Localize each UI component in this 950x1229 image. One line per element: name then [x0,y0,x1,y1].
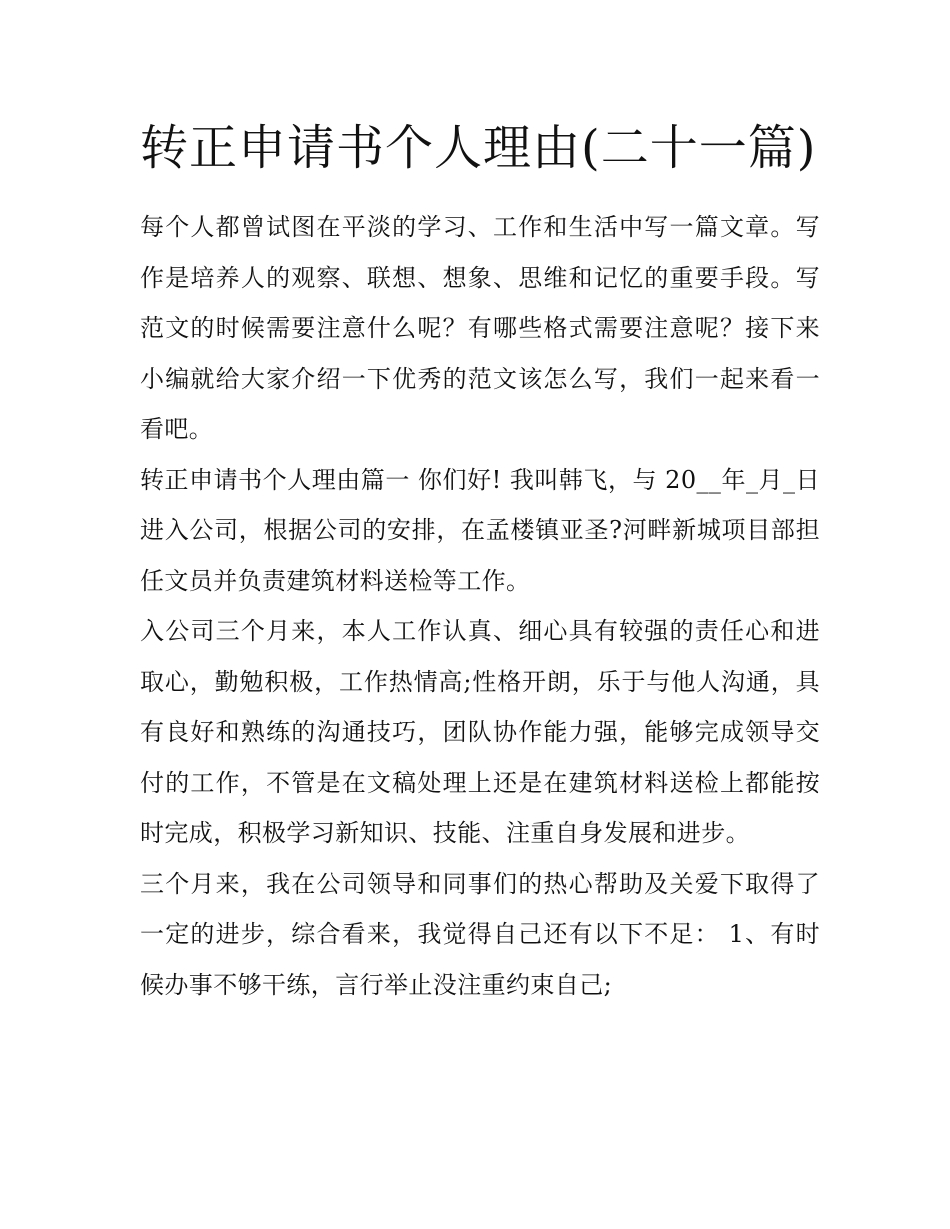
document-page [140,108,820,1010]
paragraph-intro: 每个人都曾试图在平淡的学习、工作和生活中写一篇文章。写作是培养人的观察、联想、想象、思维和记忆的重要手段。写范文的时候需要注意什么呢？有哪些格式需要注意呢？接下来小编就给大家介绍一下优秀的范文该怎么写，我们一起来看一看吧。 [140,213,820,443]
paragraph-3: 三个月来，我在公司领导和同事们的热心帮助及关爱下取得了一定的进步，综合看来，我觉得自己还有以下不足： 1、有时候办事不够干练，言行举止没注重约束自己; [140,869,820,999]
paragraph-1: 转正申请书个人理由篇一 你们好! 我叫韩飞，与 20__年_月_日进入公司，根据公司的安排，在孟楼镇亚圣?河畔新城项目部担任文员并负责建筑材料送检等工作。 [140,465,820,595]
document-title: 转正申请书个人理由(二十一篇) [140,120,817,176]
paragraph-2: 入公司三个月来，本人工作认真、细心具有较强的责任心和进取心，勤勉积极，工作热情高;性格开朗，乐于与他人沟通，具有良好和熟练的沟通技巧，团队协作能力强，能够完成领导交付的工作，不管是在文稿处理上还是在建筑材料送检上都能按时完成，积极学习新知识、技能、注重自身发展和进步。 [140,617,820,847]
